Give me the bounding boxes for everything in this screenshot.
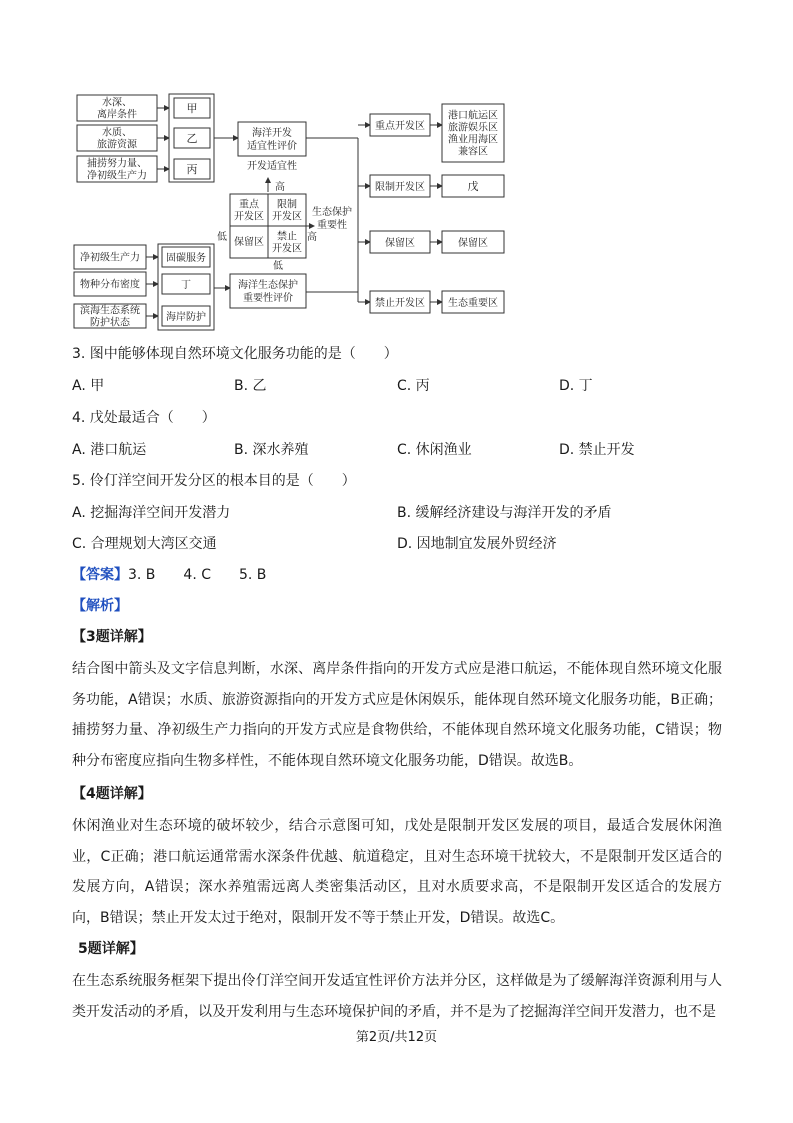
eco-axis-label-line1: 重要性 <box>317 220 347 231</box>
dev-eval-text-line1: 适宜性评价 <box>247 141 297 152</box>
detail-4-body: 休闲渔业对生态环境的破坏较少，结合示意图可知，戊处是限制开发区发展的项目，最适合发展休闲渔业，C正确；港口航运通常需水深条件优越、航道稳定，且对生态环境干扰较大，不是限制开发区适合的发展方向，A错误；深水养殖需远离人类密集活动区，且对水质要求高，不是限制开发区适合的发展方向，B错误；禁止开发太过于绝对，限制开发不等于禁止开发，D错误。故选C。 <box>72 818 722 926</box>
eco-eval-text-line0: 海洋生态保护 <box>238 280 298 291</box>
dev-suit-label: 开发适宜性 <box>247 161 297 172</box>
zone-label: 保留区 <box>385 238 415 249</box>
result-0-text-line3: 兼容区 <box>458 146 488 158</box>
top-input-text-line1: 离岸条件 <box>97 109 137 121</box>
q5-stem: 5. 伶仃洋空间开发分区的根本目的是（ ） <box>72 473 356 489</box>
q5-option-b: B. 缓解经济建设与海洋开发的矛盾 <box>397 505 612 521</box>
matrix-cell-tr-line0: 限制 <box>277 199 297 211</box>
result-1-text: 戊 <box>467 180 479 193</box>
axis-low-bottom: 低 <box>273 261 283 272</box>
result-0-text-line0: 港口航运区 <box>448 110 498 122</box>
top-input-text-line0: 水深、 <box>102 97 132 109</box>
zone-label: 限制开发区 <box>375 182 425 193</box>
q3-option-b: B. 乙 <box>234 378 267 394</box>
top-service-label: 乙 <box>186 132 198 145</box>
top-input-text-line0: 捕捞努力量、 <box>87 158 147 170</box>
matrix-cell-tr-line1: 开发区 <box>272 211 302 223</box>
q3-stem: 3. 图中能够体现自然环境文化服务功能的是（ ） <box>72 346 398 362</box>
bottom-input-text-line1: 防护状态 <box>90 317 130 329</box>
matrix-cell-tl-line0: 重点 <box>239 199 259 211</box>
eco-eval-text-line1: 重要性评价 <box>243 293 293 304</box>
q3-option-c: C. 丙 <box>397 378 430 394</box>
answer-line <box>72 566 266 584</box>
bottom-input-text-line0: 物种分布密度 <box>80 279 140 291</box>
ocean-zoning-diagram <box>70 92 510 332</box>
q3-option-a: A. 甲 <box>72 378 105 394</box>
top-input-text-line1: 净初级生产力 <box>87 170 147 182</box>
zone-label: 重点开发区 <box>375 121 425 132</box>
detail-5-title: 5题详解】 <box>78 941 144 957</box>
bottom-service-label: 丁 <box>181 280 191 291</box>
q4-option-c: C. 休闲渔业 <box>397 442 472 458</box>
bottom-service-label: 固碳服务 <box>166 253 206 264</box>
axis-high-right: 高 <box>307 232 317 243</box>
answer-label: 【答案】 <box>72 567 128 583</box>
q5-option-d: D. 因地制宜发展外贸经济 <box>397 536 557 552</box>
matrix-cell-tl-line1: 开发区 <box>234 211 264 223</box>
matrix-cell-br-line0: 禁止 <box>277 231 297 243</box>
q4-stem: 4. 戊处最适合（ ） <box>72 410 216 426</box>
q4-option-b: B. 深水养殖 <box>234 442 309 458</box>
matrix-cell-br-line1: 开发区 <box>272 243 302 255</box>
zone-label: 禁止开发区 <box>375 298 425 309</box>
matrix-cell-bl: 保留区 <box>234 237 264 248</box>
detail-4-title: 【4题详解】 <box>72 786 152 802</box>
bottom-input-text-line0: 净初级生产力 <box>80 252 140 264</box>
top-service-label: 甲 <box>186 102 198 115</box>
result-0-text-line1: 旅游娱乐区 <box>448 122 498 134</box>
top-input-text-line0: 水质、 <box>102 127 132 139</box>
page-footer: 第2页/共12页 <box>355 1030 438 1045</box>
analysis-label: 【解析】 <box>72 598 128 614</box>
axis-low-left: 低 <box>217 232 227 243</box>
result-2-text: 保留区 <box>458 238 488 249</box>
q4-option-a: A. 港口航运 <box>72 442 147 458</box>
q4-option-d: D. 禁止开发 <box>559 442 635 458</box>
result-0-text-line2: 渔业用海区 <box>448 134 498 146</box>
answer-text: 3. B 4. C 5. B <box>128 567 267 583</box>
detail-5-body: 在生态系统服务框架下提出伶仃洋空间开发适宜性评价方法并分区，这样做是为了缓解海洋资源利用与人类开发活动的矛盾，以及开发利用与生态环境保护间的矛盾，并不是为了挖掘海洋空间开发潜力，也不是 <box>72 973 722 1020</box>
detail-3-body: 结合图中箭头及文字信息判断，水深、离岸条件指向的开发方式应是港口航运，不能体现自然环境文化服务功能，A错误；水质、旅游资源指向的开发方式应是休闲娱乐，能体现自然环境文化服务功能，B正确；捕捞努力量、净初级生产力指向的开发方式应是食物供给，不能体现自然环境文化服务功能，C错误；物种分布密度应指向生物多样性，不能体现自然环境文化服务功能，D错误。故选B。 <box>72 661 722 769</box>
bottom-service-label: 海岸防护 <box>166 312 206 323</box>
top-service-label: 丙 <box>186 163 198 176</box>
eco-axis-label-line0: 生态保护 <box>312 207 352 218</box>
dev-eval-text-line0: 海洋开发 <box>252 128 292 139</box>
detail-3-title: 【3题详解】 <box>72 629 152 645</box>
result-3-text: 生态重要区 <box>448 298 498 309</box>
axis-high-top: 高 <box>275 182 285 193</box>
q3-option-d: D. 丁 <box>559 378 593 394</box>
q5-option-a: A. 挖掘海洋空间开发潜力 <box>72 505 231 521</box>
top-input-text-line1: 旅游资源 <box>97 139 137 151</box>
q5-option-c: C. 合理规划大湾区交通 <box>72 536 217 552</box>
bottom-input-text-line0: 滨海生态系统 <box>80 305 140 317</box>
